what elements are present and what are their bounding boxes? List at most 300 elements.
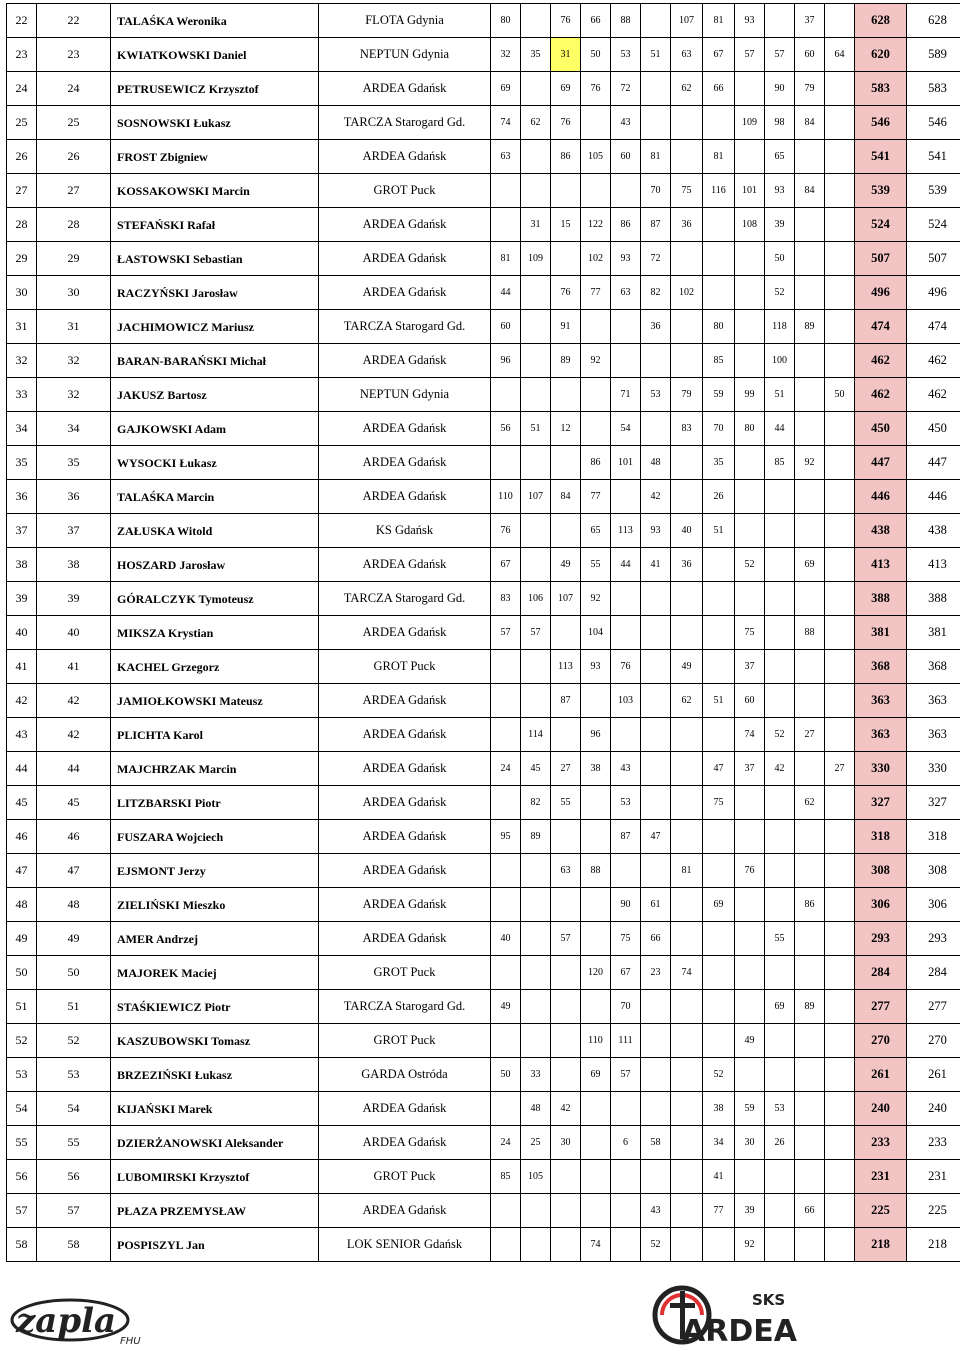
score-cell: 59 bbox=[735, 1092, 765, 1126]
total-cell: 462 bbox=[855, 344, 907, 378]
score-cell: 76 bbox=[551, 106, 581, 140]
score-cell: 59 bbox=[703, 378, 735, 412]
rank-cell: 27 bbox=[37, 174, 111, 208]
table-row bbox=[7, 344, 960, 378]
score-cell: 60 bbox=[491, 310, 521, 344]
score-cell: 51 bbox=[765, 378, 795, 412]
score-cell: 118 bbox=[765, 310, 795, 344]
final-cell: 318 bbox=[907, 820, 960, 854]
score-cell: 109 bbox=[735, 106, 765, 140]
score-cell bbox=[765, 684, 795, 718]
place-cell: 31 bbox=[7, 310, 37, 344]
rank-cell: 57 bbox=[37, 1194, 111, 1228]
score-cell: 103 bbox=[611, 684, 641, 718]
final-cell: 462 bbox=[907, 378, 960, 412]
score-cell bbox=[765, 480, 795, 514]
table-row bbox=[7, 1024, 960, 1058]
name-cell: KOSSAKOWSKI Marcin bbox=[111, 174, 319, 208]
score-cell bbox=[795, 854, 825, 888]
score-cell bbox=[825, 276, 855, 310]
score-cell: 56 bbox=[491, 412, 521, 446]
score-cell: 52 bbox=[765, 276, 795, 310]
score-cell bbox=[491, 174, 521, 208]
score-cell bbox=[611, 582, 641, 616]
score-cell: 80 bbox=[491, 4, 521, 38]
final-cell: 277 bbox=[907, 990, 960, 1024]
score-cell: 70 bbox=[641, 174, 671, 208]
score-cell bbox=[735, 820, 765, 854]
score-cell bbox=[795, 208, 825, 242]
score-cell: 79 bbox=[795, 72, 825, 106]
rank-cell: 28 bbox=[37, 208, 111, 242]
score-cell bbox=[735, 140, 765, 174]
place-cell: 52 bbox=[7, 1024, 37, 1058]
score-cell bbox=[671, 1194, 703, 1228]
name-cell: KWIATKOWSKI Daniel bbox=[111, 38, 319, 72]
score-cell bbox=[641, 1160, 671, 1194]
score-cell bbox=[581, 922, 611, 956]
score-cell: 33 bbox=[521, 1058, 551, 1092]
score-cell bbox=[765, 616, 795, 650]
rank-cell: 53 bbox=[37, 1058, 111, 1092]
score-cell: 50 bbox=[825, 378, 855, 412]
place-cell: 22 bbox=[7, 4, 37, 38]
rank-cell: 47 bbox=[37, 854, 111, 888]
score-cell: 102 bbox=[581, 242, 611, 276]
score-cell bbox=[611, 480, 641, 514]
score-cell: 75 bbox=[703, 786, 735, 820]
score-cell: 90 bbox=[765, 72, 795, 106]
score-cell bbox=[581, 684, 611, 718]
score-cell: 72 bbox=[611, 72, 641, 106]
score-cell bbox=[581, 1194, 611, 1228]
total-cell: 293 bbox=[855, 922, 907, 956]
score-cell bbox=[671, 140, 703, 174]
score-cell: 45 bbox=[521, 752, 551, 786]
score-cell bbox=[671, 820, 703, 854]
score-cell: 58 bbox=[641, 1126, 671, 1160]
score-cell: 57 bbox=[491, 616, 521, 650]
score-cell bbox=[735, 582, 765, 616]
rank-cell: 34 bbox=[37, 412, 111, 446]
score-cell: 102 bbox=[671, 276, 703, 310]
club-cell: ARDEA Gdańsk bbox=[319, 718, 491, 752]
score-cell: 50 bbox=[581, 38, 611, 72]
score-cell bbox=[825, 718, 855, 752]
score-cell bbox=[521, 140, 551, 174]
total-cell: 306 bbox=[855, 888, 907, 922]
table-row bbox=[7, 412, 960, 446]
score-cell bbox=[551, 616, 581, 650]
total-cell: 284 bbox=[855, 956, 907, 990]
club-cell: ARDEA Gdańsk bbox=[319, 480, 491, 514]
score-cell bbox=[735, 1058, 765, 1092]
score-cell bbox=[641, 684, 671, 718]
final-cell: 450 bbox=[907, 412, 960, 446]
score-cell bbox=[671, 1160, 703, 1194]
score-cell: 75 bbox=[611, 922, 641, 956]
club-cell: ARDEA Gdańsk bbox=[319, 72, 491, 106]
score-cell: 57 bbox=[765, 38, 795, 72]
score-cell: 107 bbox=[521, 480, 551, 514]
name-cell: BARAN-BARAŃSKI Michał bbox=[111, 344, 319, 378]
score-cell: 85 bbox=[491, 1160, 521, 1194]
total-cell: 438 bbox=[855, 514, 907, 548]
score-cell: 37 bbox=[735, 752, 765, 786]
score-cell bbox=[551, 1194, 581, 1228]
score-cell: 77 bbox=[581, 276, 611, 310]
score-cell: 83 bbox=[671, 412, 703, 446]
name-cell: LITZBARSKI Piotr bbox=[111, 786, 319, 820]
score-cell bbox=[825, 1160, 855, 1194]
score-cell bbox=[641, 616, 671, 650]
name-cell: GÓRALCZYK Tymoteusz bbox=[111, 582, 319, 616]
score-cell: 55 bbox=[765, 922, 795, 956]
score-cell: 57 bbox=[551, 922, 581, 956]
rank-cell: 37 bbox=[37, 514, 111, 548]
score-cell: 76 bbox=[735, 854, 765, 888]
table-row bbox=[7, 1160, 960, 1194]
score-cell: 62 bbox=[671, 72, 703, 106]
score-cell bbox=[825, 1092, 855, 1126]
score-cell: 86 bbox=[611, 208, 641, 242]
name-cell: KACHEL Grzegorz bbox=[111, 650, 319, 684]
score-cell bbox=[611, 344, 641, 378]
score-cell: 42 bbox=[551, 1092, 581, 1126]
score-cell: 113 bbox=[611, 514, 641, 548]
name-cell: STEFAŃSKI Rafał bbox=[111, 208, 319, 242]
final-cell: 270 bbox=[907, 1024, 960, 1058]
score-cell: 91 bbox=[551, 310, 581, 344]
final-cell: 447 bbox=[907, 446, 960, 480]
score-cell bbox=[521, 514, 551, 548]
score-cell bbox=[765, 1228, 795, 1262]
name-cell: ZAŁUSKA Witold bbox=[111, 514, 319, 548]
score-cell bbox=[491, 684, 521, 718]
score-cell bbox=[765, 1058, 795, 1092]
zapla-logo bbox=[8, 1288, 158, 1346]
score-cell bbox=[795, 956, 825, 990]
table-row bbox=[7, 446, 960, 480]
score-cell bbox=[641, 786, 671, 820]
score-cell: 89 bbox=[551, 344, 581, 378]
club-cell: ARDEA Gdańsk bbox=[319, 140, 491, 174]
name-cell: POSPISZYL Jan bbox=[111, 1228, 319, 1262]
final-cell: 240 bbox=[907, 1092, 960, 1126]
score-cell: 26 bbox=[703, 480, 735, 514]
score-cell bbox=[671, 616, 703, 650]
score-cell: 38 bbox=[581, 752, 611, 786]
table-row bbox=[7, 548, 960, 582]
name-cell: STAŚKIEWICZ Piotr bbox=[111, 990, 319, 1024]
score-cell bbox=[825, 820, 855, 854]
name-cell: KASZUBOWSKI Tomasz bbox=[111, 1024, 319, 1058]
total-cell: 368 bbox=[855, 650, 907, 684]
score-cell: 87 bbox=[611, 820, 641, 854]
name-cell: ŁASTOWSKI Sebastian bbox=[111, 242, 319, 276]
name-cell: MAJCHRZAK Marcin bbox=[111, 752, 319, 786]
score-cell: 74 bbox=[491, 106, 521, 140]
score-cell: 24 bbox=[491, 1126, 521, 1160]
total-cell: 507 bbox=[855, 242, 907, 276]
table-row bbox=[7, 956, 960, 990]
score-cell: 52 bbox=[735, 548, 765, 582]
club-cell: ARDEA Gdańsk bbox=[319, 344, 491, 378]
score-cell: 101 bbox=[611, 446, 641, 480]
score-cell: 40 bbox=[671, 514, 703, 548]
score-cell bbox=[521, 344, 551, 378]
total-cell: 231 bbox=[855, 1160, 907, 1194]
score-cell bbox=[765, 582, 795, 616]
score-cell bbox=[825, 514, 855, 548]
score-cell: 92 bbox=[581, 582, 611, 616]
score-cell bbox=[611, 1092, 641, 1126]
table-row bbox=[7, 922, 960, 956]
score-cell bbox=[795, 650, 825, 684]
score-cell: 49 bbox=[551, 548, 581, 582]
final-cell: 507 bbox=[907, 242, 960, 276]
score-cell: 57 bbox=[735, 38, 765, 72]
table-row bbox=[7, 684, 960, 718]
rank-cell: 42 bbox=[37, 684, 111, 718]
score-cell: 89 bbox=[795, 310, 825, 344]
score-cell bbox=[521, 922, 551, 956]
club-cell: KS Gdańsk bbox=[319, 514, 491, 548]
place-cell: 36 bbox=[7, 480, 37, 514]
total-cell: 381 bbox=[855, 616, 907, 650]
score-cell bbox=[641, 412, 671, 446]
name-cell: BRZEZIŃSKI Łukasz bbox=[111, 1058, 319, 1092]
place-cell: 43 bbox=[7, 718, 37, 752]
score-cell: 60 bbox=[795, 38, 825, 72]
svg-text:FHU: FHU bbox=[120, 1336, 141, 1346]
score-cell bbox=[735, 786, 765, 820]
place-cell: 53 bbox=[7, 1058, 37, 1092]
score-cell bbox=[735, 922, 765, 956]
score-cell bbox=[641, 72, 671, 106]
score-cell: 44 bbox=[611, 548, 641, 582]
name-cell: EJSMONT Jerzy bbox=[111, 854, 319, 888]
place-cell: 32 bbox=[7, 344, 37, 378]
score-cell bbox=[735, 310, 765, 344]
score-cell: 86 bbox=[551, 140, 581, 174]
final-cell: 446 bbox=[907, 480, 960, 514]
score-cell bbox=[641, 4, 671, 38]
place-cell: 23 bbox=[7, 38, 37, 72]
score-cell: 87 bbox=[551, 684, 581, 718]
score-cell: 81 bbox=[703, 4, 735, 38]
rank-cell: 32 bbox=[37, 344, 111, 378]
score-cell bbox=[671, 242, 703, 276]
score-cell bbox=[825, 446, 855, 480]
rank-cell: 58 bbox=[37, 1228, 111, 1262]
score-cell bbox=[521, 1228, 551, 1262]
score-cell bbox=[703, 1228, 735, 1262]
place-cell: 40 bbox=[7, 616, 37, 650]
final-cell: 218 bbox=[907, 1228, 960, 1262]
score-cell bbox=[765, 854, 795, 888]
score-cell: 50 bbox=[491, 1058, 521, 1092]
name-cell: WYSOCKI Łukasz bbox=[111, 446, 319, 480]
place-cell: 50 bbox=[7, 956, 37, 990]
score-cell bbox=[551, 888, 581, 922]
svg-text:ARDEA: ARDEA bbox=[682, 1314, 797, 1347]
score-cell bbox=[735, 956, 765, 990]
score-cell: 71 bbox=[611, 378, 641, 412]
score-cell bbox=[581, 1092, 611, 1126]
table-row bbox=[7, 752, 960, 786]
score-cell: 47 bbox=[703, 752, 735, 786]
score-cell bbox=[551, 446, 581, 480]
score-cell bbox=[581, 310, 611, 344]
total-cell: 447 bbox=[855, 446, 907, 480]
score-cell: 74 bbox=[735, 718, 765, 752]
final-cell: 284 bbox=[907, 956, 960, 990]
total-cell: 308 bbox=[855, 854, 907, 888]
table-row bbox=[7, 820, 960, 854]
total-cell: 446 bbox=[855, 480, 907, 514]
score-cell bbox=[703, 650, 735, 684]
score-cell bbox=[735, 480, 765, 514]
score-cell bbox=[491, 650, 521, 684]
score-cell bbox=[611, 616, 641, 650]
score-cell: 30 bbox=[551, 1126, 581, 1160]
score-cell bbox=[641, 1024, 671, 1058]
rank-cell: 40 bbox=[37, 616, 111, 650]
score-cell bbox=[825, 990, 855, 1024]
score-cell: 85 bbox=[765, 446, 795, 480]
score-cell bbox=[491, 786, 521, 820]
rank-cell: 44 bbox=[37, 752, 111, 786]
total-cell: 620 bbox=[855, 38, 907, 72]
score-cell bbox=[795, 1160, 825, 1194]
total-cell: 462 bbox=[855, 378, 907, 412]
score-cell: 43 bbox=[641, 1194, 671, 1228]
score-cell: 53 bbox=[611, 38, 641, 72]
score-cell: 77 bbox=[703, 1194, 735, 1228]
score-cell bbox=[825, 922, 855, 956]
score-cell: 49 bbox=[671, 650, 703, 684]
place-cell: 45 bbox=[7, 786, 37, 820]
score-cell: 51 bbox=[703, 684, 735, 718]
score-cell: 93 bbox=[611, 242, 641, 276]
score-cell: 83 bbox=[491, 582, 521, 616]
score-cell: 76 bbox=[611, 650, 641, 684]
score-cell: 52 bbox=[765, 718, 795, 752]
score-cell: 92 bbox=[581, 344, 611, 378]
score-cell bbox=[795, 820, 825, 854]
total-cell: 546 bbox=[855, 106, 907, 140]
score-cell bbox=[795, 1228, 825, 1262]
score-cell bbox=[521, 684, 551, 718]
score-cell: 63 bbox=[551, 854, 581, 888]
name-cell: JAKUSZ Bartosz bbox=[111, 378, 319, 412]
rank-cell: 42 bbox=[37, 718, 111, 752]
table-row bbox=[7, 276, 960, 310]
place-cell: 37 bbox=[7, 514, 37, 548]
name-cell: LUBOMIRSKI Krzysztof bbox=[111, 1160, 319, 1194]
place-cell: 58 bbox=[7, 1228, 37, 1262]
score-cell bbox=[491, 1194, 521, 1228]
score-cell bbox=[551, 1228, 581, 1262]
name-cell: ZIELIŃSKI Mieszko bbox=[111, 888, 319, 922]
club-cell: ARDEA Gdańsk bbox=[319, 446, 491, 480]
score-cell bbox=[795, 1024, 825, 1058]
club-cell: ARDEA Gdańsk bbox=[319, 820, 491, 854]
score-cell bbox=[825, 480, 855, 514]
club-cell: TARCZA Starogard Gd. bbox=[319, 106, 491, 140]
score-cell bbox=[825, 344, 855, 378]
table-row bbox=[7, 1058, 960, 1092]
score-cell bbox=[735, 888, 765, 922]
score-cell: 89 bbox=[521, 820, 551, 854]
score-cell bbox=[795, 514, 825, 548]
score-cell: 105 bbox=[581, 140, 611, 174]
total-cell: 541 bbox=[855, 140, 907, 174]
score-cell bbox=[641, 1058, 671, 1092]
table-row bbox=[7, 514, 960, 548]
score-cell: 62 bbox=[671, 684, 703, 718]
name-cell: GAJKOWSKI Adam bbox=[111, 412, 319, 446]
score-cell bbox=[491, 888, 521, 922]
rank-cell: 31 bbox=[37, 310, 111, 344]
score-cell bbox=[521, 446, 551, 480]
score-cell bbox=[491, 1228, 521, 1262]
score-cell bbox=[491, 208, 521, 242]
place-cell: 38 bbox=[7, 548, 37, 582]
place-cell: 46 bbox=[7, 820, 37, 854]
final-cell: 327 bbox=[907, 786, 960, 820]
score-cell: 93 bbox=[581, 650, 611, 684]
score-cell bbox=[581, 786, 611, 820]
final-cell: 330 bbox=[907, 752, 960, 786]
score-cell bbox=[795, 582, 825, 616]
score-cell: 43 bbox=[611, 106, 641, 140]
total-cell: 327 bbox=[855, 786, 907, 820]
score-cell bbox=[825, 684, 855, 718]
name-cell: FUSZARA Wojciech bbox=[111, 820, 319, 854]
score-cell bbox=[825, 1126, 855, 1160]
score-cell bbox=[581, 378, 611, 412]
score-cell bbox=[611, 1160, 641, 1194]
score-cell: 122 bbox=[581, 208, 611, 242]
score-cell bbox=[581, 1126, 611, 1160]
final-cell: 496 bbox=[907, 276, 960, 310]
final-cell: 225 bbox=[907, 1194, 960, 1228]
score-cell: 81 bbox=[641, 140, 671, 174]
score-cell bbox=[521, 310, 551, 344]
score-cell: 41 bbox=[703, 1160, 735, 1194]
score-cell bbox=[825, 310, 855, 344]
score-cell: 84 bbox=[795, 174, 825, 208]
score-cell bbox=[825, 956, 855, 990]
score-cell bbox=[795, 480, 825, 514]
score-cell bbox=[491, 956, 521, 990]
score-cell: 41 bbox=[641, 548, 671, 582]
score-cell: 57 bbox=[611, 1058, 641, 1092]
score-cell: 44 bbox=[491, 276, 521, 310]
final-cell: 363 bbox=[907, 684, 960, 718]
rank-cell: 56 bbox=[37, 1160, 111, 1194]
score-cell bbox=[581, 990, 611, 1024]
score-cell bbox=[551, 1024, 581, 1058]
score-cell bbox=[641, 344, 671, 378]
score-cell bbox=[735, 72, 765, 106]
score-cell bbox=[825, 242, 855, 276]
score-cell bbox=[825, 140, 855, 174]
score-cell bbox=[703, 548, 735, 582]
table-row bbox=[7, 208, 960, 242]
